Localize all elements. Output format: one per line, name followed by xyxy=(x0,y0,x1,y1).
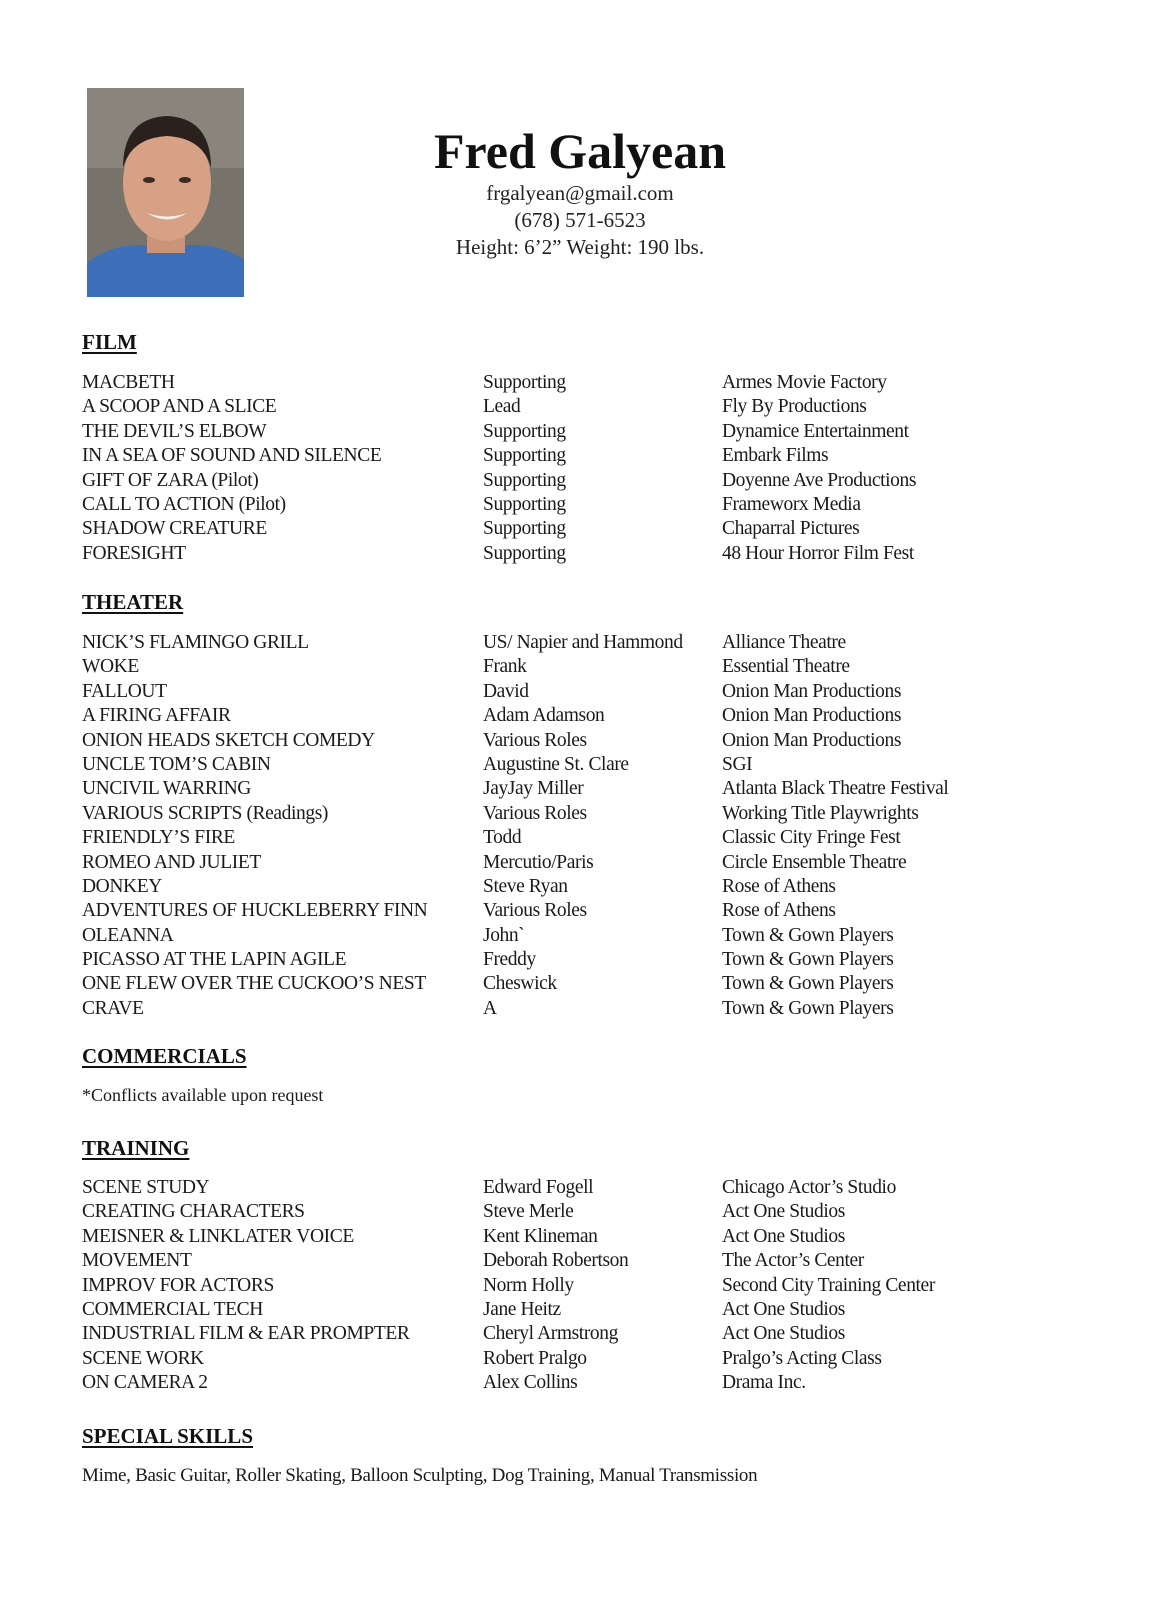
company-cell: Atlanta Black Theatre Festival xyxy=(722,778,949,800)
role-cell: Todd xyxy=(483,827,522,849)
title-cell: MOVEMENT xyxy=(82,1250,192,1272)
role-cell: Supporting xyxy=(483,469,566,491)
training-row xyxy=(82,1225,1082,1249)
title-cell: IN A SEA OF SOUND AND SILENCE xyxy=(82,445,382,467)
training-row xyxy=(82,1200,1082,1224)
title-cell: SCENE WORK xyxy=(82,1347,204,1369)
training-row xyxy=(82,1322,1082,1346)
film-row xyxy=(82,493,1082,517)
theater-credits xyxy=(82,631,1082,1021)
film-row xyxy=(82,371,1082,395)
training-row xyxy=(82,1274,1082,1298)
title-cell: ONE FLEW OVER THE CUCKOO’S NEST xyxy=(82,973,426,995)
company-cell: Town & Gown Players xyxy=(722,973,894,995)
company-cell: Rose of Athens xyxy=(722,875,836,897)
role-cell: Cheryl Armstrong xyxy=(483,1323,618,1345)
company-cell: Working Title Playwrights xyxy=(722,802,919,824)
role-cell: Steve Ryan xyxy=(483,875,568,897)
company-cell: Frameworx Media xyxy=(722,493,861,515)
company-cell: Act One Studios xyxy=(722,1225,845,1247)
company-cell: The Actor’s Center xyxy=(722,1250,864,1272)
theater-row xyxy=(82,631,1082,655)
theater-row xyxy=(82,777,1082,801)
title-cell: IMPROV FOR ACTORS xyxy=(82,1274,274,1296)
theater-row xyxy=(82,655,1082,679)
company-cell: Alliance Theatre xyxy=(722,632,846,653)
title-cell: A SCOOP AND A SLICE xyxy=(82,396,277,418)
theater-row xyxy=(82,899,1082,923)
company-cell: Drama Inc. xyxy=(722,1372,806,1394)
film-row xyxy=(82,420,1082,444)
training-row xyxy=(82,1298,1082,1322)
company-cell: Town & Gown Players xyxy=(722,924,894,946)
title-cell: INDUSTRIAL FILM & EAR PROMPTER xyxy=(82,1323,410,1345)
section-title-special-skills: SPECIAL SKILLS xyxy=(82,1424,253,1448)
role-cell: Frank xyxy=(483,656,527,678)
title-cell: PICASSO AT THE LAPIN AGILE xyxy=(82,949,347,971)
role-cell: Supporting xyxy=(483,445,566,467)
film-row xyxy=(82,542,1082,566)
role-cell: Kent Klineman xyxy=(483,1225,598,1247)
company-cell: Act One Studios xyxy=(722,1298,845,1320)
role-cell: Supporting xyxy=(483,518,566,540)
role-cell: Jane Heitz xyxy=(483,1298,561,1320)
section-title-training: TRAINING xyxy=(82,1136,190,1160)
role-cell: Cheswick xyxy=(483,973,557,995)
theater-row xyxy=(82,997,1082,1021)
company-cell: Doyenne Ave Productions xyxy=(722,469,917,491)
section-title-commercials: COMMERCIALS xyxy=(82,1044,247,1068)
company-cell: Act One Studios xyxy=(722,1323,845,1345)
company-cell: 48 Hour Horror Film Fest xyxy=(722,542,914,564)
title-cell: CRAVE xyxy=(82,997,144,1019)
role-cell: Supporting xyxy=(483,493,566,515)
title-cell: UNCIVIL WARRING xyxy=(82,778,251,800)
company-cell: Fly By Productions xyxy=(722,396,867,418)
training-row xyxy=(82,1347,1082,1371)
training-list xyxy=(82,1176,1082,1396)
title-cell: MACBETH xyxy=(82,372,175,393)
theater-row xyxy=(82,924,1082,948)
role-cell: Various Roles xyxy=(483,900,587,922)
title-cell: ADVENTURES OF HUCKLEBERRY FINN xyxy=(82,900,428,922)
film-row xyxy=(82,517,1082,541)
title-cell: WOKE xyxy=(82,656,139,678)
title-cell: FALLOUT xyxy=(82,680,167,702)
theater-row xyxy=(82,729,1082,753)
title-cell: THE DEVIL’S ELBOW xyxy=(82,420,267,442)
title-cell: ONION HEADS SKETCH COMEDY xyxy=(82,729,375,751)
title-cell: FRIENDLY’S FIRE xyxy=(82,827,235,849)
company-cell: Armes Movie Factory xyxy=(722,372,887,393)
role-cell: Alex Collins xyxy=(483,1372,578,1394)
role-cell: David xyxy=(483,680,529,702)
company-cell: Town & Gown Players xyxy=(722,949,894,971)
actor-name: Fred Galyean xyxy=(433,123,727,179)
role-cell: Mercutio/Paris xyxy=(483,851,594,873)
section-title-theater: THEATER xyxy=(82,590,184,614)
company-cell: Classic City Fringe Fest xyxy=(722,827,901,849)
theater-row xyxy=(82,875,1082,899)
theater-row xyxy=(82,680,1082,704)
role-cell: Supporting xyxy=(483,420,566,442)
film-credits xyxy=(82,371,1082,566)
title-cell: CREATING CHARACTERS xyxy=(82,1201,305,1223)
company-cell: Onion Man Productions xyxy=(722,680,902,702)
role-cell: Robert Pralgo xyxy=(483,1347,587,1369)
title-cell: COMMERCIAL TECH xyxy=(82,1298,263,1320)
role-cell: Augustine St. Clare xyxy=(483,753,629,775)
company-cell: Chicago Actor’s Studio xyxy=(722,1177,896,1198)
theater-row xyxy=(82,704,1082,728)
company-cell: Onion Man Productions xyxy=(722,729,902,751)
section-title-film: FILM xyxy=(82,330,137,354)
title-cell: NICK’S FLAMINGO GRILL xyxy=(82,632,309,653)
company-cell: Embark Films xyxy=(722,445,829,467)
training-row xyxy=(82,1249,1082,1273)
film-row xyxy=(82,444,1082,468)
company-cell: Essential Theatre xyxy=(722,656,850,678)
company-cell: SGI xyxy=(722,753,753,775)
title-cell: CALL TO ACTION (Pilot) xyxy=(82,493,286,515)
role-cell: Freddy xyxy=(483,949,536,971)
theater-row xyxy=(82,753,1082,777)
title-cell: A FIRING AFFAIR xyxy=(82,705,231,727)
company-cell: Act One Studios xyxy=(722,1201,845,1223)
role-cell: US/ Napier and Hammond xyxy=(483,632,683,653)
training-row xyxy=(82,1371,1082,1395)
theater-row xyxy=(82,948,1082,972)
theater-row xyxy=(82,851,1082,875)
title-cell: OLEANNA xyxy=(82,924,174,946)
company-cell: Dynamice Entertainment xyxy=(722,420,909,442)
company-cell: Circle Ensemble Theatre xyxy=(722,851,907,873)
title-cell: ON CAMERA 2 xyxy=(82,1372,208,1394)
company-cell: Onion Man Productions xyxy=(722,705,902,727)
theater-row xyxy=(82,802,1082,826)
role-cell: Lead xyxy=(483,396,521,418)
role-cell: JayJay Miller xyxy=(483,778,584,800)
title-cell: UNCLE TOM’S CABIN xyxy=(82,753,271,775)
commercials-note: *Conflicts available upon request xyxy=(82,1085,324,1105)
role-cell: Norm Holly xyxy=(483,1274,574,1296)
title-cell: DONKEY xyxy=(82,875,162,897)
training-row xyxy=(82,1176,1082,1200)
height-weight: Height: 6’2” Weight: 190 lbs. xyxy=(455,235,705,259)
role-cell: Various Roles xyxy=(483,729,587,751)
title-cell: VARIOUS SCRIPTS (Readings) xyxy=(82,802,329,824)
role-cell: John` xyxy=(483,924,525,946)
theater-row xyxy=(82,972,1082,996)
title-cell: SHADOW CREATURE xyxy=(82,518,267,540)
company-cell: Second City Training Center xyxy=(722,1274,935,1296)
film-row xyxy=(82,395,1082,419)
title-cell: ROMEO AND JULIET xyxy=(82,851,261,873)
title-cell: SCENE STUDY xyxy=(82,1177,210,1198)
company-cell: Pralgo’s Acting Class xyxy=(722,1347,882,1369)
role-cell: Steve Merle xyxy=(483,1201,574,1223)
phone: (678) 571-6523 xyxy=(514,208,646,232)
role-cell: Supporting xyxy=(483,542,566,564)
theater-row xyxy=(82,826,1082,850)
company-cell: Chaparral Pictures xyxy=(722,518,860,540)
title-cell: GIFT OF ZARA (Pilot) xyxy=(82,469,259,491)
resume-header xyxy=(380,122,780,261)
title-cell: FORESIGHT xyxy=(82,542,186,564)
email: frgalyean@gmail.com xyxy=(486,181,674,205)
role-cell: Various Roles xyxy=(483,802,587,824)
company-cell: Rose of Athens xyxy=(722,900,836,922)
title-cell: MEISNER & LINKLATER VOICE xyxy=(82,1225,354,1247)
role-cell: Deborah Robertson xyxy=(483,1250,629,1272)
role-cell: Adam Adamson xyxy=(483,705,605,727)
role-cell: Supporting xyxy=(483,372,566,393)
headshot-photo xyxy=(87,88,244,297)
special-skills-text: Mime, Basic Guitar, Roller Skating, Balloon Sculpting, Dog Training, Manual Transmission xyxy=(82,1465,758,1486)
film-row xyxy=(82,469,1082,493)
company-cell: Town & Gown Players xyxy=(722,997,894,1019)
role-cell: A xyxy=(483,997,497,1019)
role-cell: Edward Fogell xyxy=(483,1177,594,1198)
